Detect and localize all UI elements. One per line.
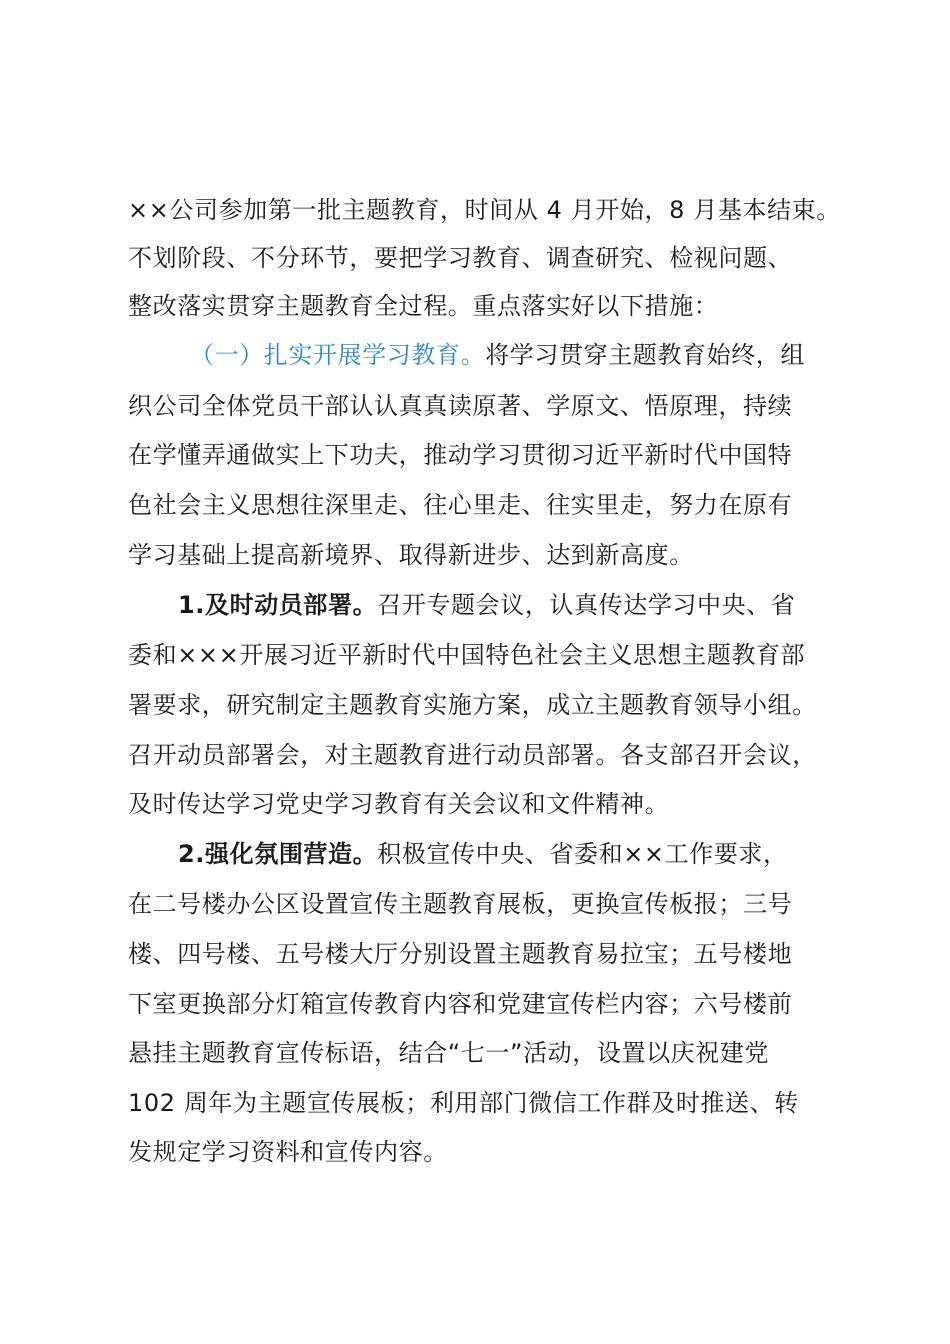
text-line	[128, 440, 792, 470]
paragraph-text: 悬挂主题教育宣传标语，结合“七一”活动，设置以庆祝建党	[128, 1039, 770, 1067]
text-line	[128, 391, 792, 421]
subsection-heading: 2.强化氛围营造。	[178, 840, 378, 868]
text-line	[128, 195, 841, 225]
paragraph-text: 署要求，研究制定主题教育实施方案，成立主题教育领导小组。	[128, 691, 817, 719]
paragraph-text: 召开动员部署会，对主题教育进行动员部署。各支部召开会议，	[128, 741, 817, 769]
text-line	[128, 989, 792, 1019]
section-heading: （一）扎实开展学习教育。	[190, 341, 486, 369]
paragraph-text: 召开专题会议，认真传达学习中央、省	[377, 591, 796, 619]
text-line	[128, 640, 805, 670]
text-line	[128, 1137, 448, 1167]
paragraph-text: ××公司参加第一批主题教育，时间从 4 月开始，8 月基本结束。	[128, 196, 841, 224]
text-line	[128, 243, 792, 273]
paragraph-text: 织公司全体党员干部认认真真读原著、学原文、悟原理，持续	[128, 392, 793, 420]
text-line	[128, 690, 817, 720]
text-line	[178, 839, 788, 869]
paragraph-text: 色社会主义思想往深里走、往心里走、往实里走，努力在原有	[128, 491, 793, 519]
paragraph-text: 积极宣传中央、省委和××工作要求，	[377, 840, 788, 868]
paragraph-text: 学习基础上提高新境界、取得新进步、达到新高度。	[128, 541, 694, 569]
paragraph-text: 下室更换部分灯箱宣传教育内容和党建宣传栏内容；六号楼前	[128, 990, 793, 1018]
subsection-heading: 1.及时动员部署。	[178, 591, 378, 619]
paragraph-text: 整改落实贯穿主题教育全过程。重点落实好以下措施：	[128, 292, 719, 320]
text-line	[128, 740, 817, 770]
text-line	[190, 340, 805, 370]
paragraph-text: 在二号楼办公区设置宣传主题教育展板，更换宣传板报；三号	[128, 890, 793, 918]
text-line	[128, 939, 792, 969]
text-line	[128, 540, 694, 570]
text-line	[128, 291, 718, 321]
text-line	[128, 789, 669, 819]
paragraph-text: 不划阶段、不分环节，要把学习教育、调查研究、检视问题、	[128, 244, 793, 272]
text-line	[128, 1088, 799, 1118]
paragraph-text: 楼、四号楼、五号楼大厅分别设置主题教育易拉宝；五号楼地	[128, 940, 793, 968]
text-line	[178, 590, 795, 620]
paragraph-text: 及时传达学习党史学习教育有关会议和文件精神。	[128, 790, 670, 818]
text-line	[128, 1038, 769, 1068]
paragraph-text: 102 周年为主题宣传展板；利用部门微信工作群及时推送、转	[128, 1089, 799, 1117]
text-line	[128, 490, 792, 520]
paragraph-text: 将学习贯穿主题教育始终，组	[485, 341, 806, 369]
paragraph-text: 在学懂弄通做实上下功夫，推动学习贯彻习近平新时代中国特	[128, 441, 793, 469]
paragraph-text: 委和×××开展习近平新时代中国特色社会主义思想主题教育部	[128, 641, 806, 669]
text-line	[128, 889, 792, 919]
paragraph-text: 发规定学习资料和宣传内容。	[128, 1138, 448, 1166]
